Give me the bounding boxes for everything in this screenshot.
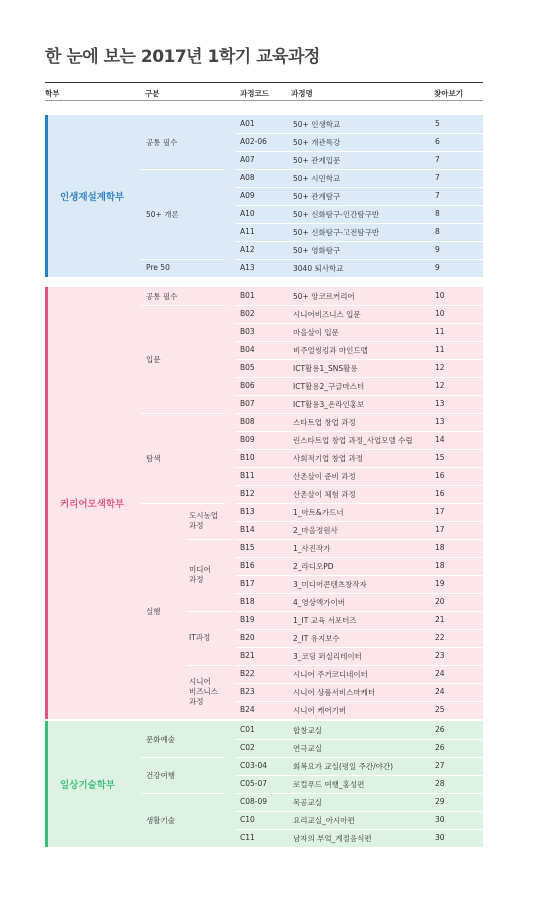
course-row: [136, 503, 483, 521]
course-code: B11: [240, 471, 255, 480]
course-row: [136, 701, 483, 719]
course-name: 50+ 관계탐구: [293, 192, 341, 201]
course-name: 시니어 주거코디네이터: [293, 670, 368, 679]
course-name: 50+ 관계입문: [293, 156, 341, 165]
course-name: ICT활용2_구글마스터: [293, 382, 365, 391]
course-page: 16: [435, 489, 445, 498]
row-divider: [236, 629, 483, 630]
subgroup-label: IT과정: [189, 633, 211, 642]
course-name: 3040 퇴사학교: [293, 264, 344, 273]
course-name: 사회적기업 창업 과정: [293, 454, 363, 463]
row-divider: [236, 539, 483, 540]
course-code: A10: [240, 209, 255, 218]
row-divider: [236, 557, 483, 558]
course-page: 30: [435, 833, 445, 842]
course-name: 50+ 시민학교: [293, 174, 341, 183]
course-code: A09: [240, 191, 255, 200]
course-name: 50+ 개관특강: [293, 138, 341, 147]
course-code: A01: [240, 119, 255, 128]
course-page: 20: [435, 597, 445, 606]
header-page: 찾아보기: [434, 89, 463, 98]
course-row: [136, 323, 483, 341]
course-page: 10: [435, 309, 445, 318]
course-name: 시니어 케어기버: [293, 706, 347, 715]
course-name: 목공교실: [293, 798, 322, 807]
course-row: [136, 811, 483, 829]
course-page: 8: [435, 227, 440, 236]
course-name: 1_사진작가: [293, 544, 331, 553]
course-page: 25: [435, 705, 445, 714]
row-divider: [236, 683, 483, 684]
course-row: [136, 575, 483, 593]
header-name: 과정명: [291, 89, 313, 98]
course-page: 14: [435, 435, 445, 444]
course-row: [136, 593, 483, 611]
dept-label: 일상기술학부: [60, 780, 116, 791]
row-divider: [236, 305, 483, 306]
course-name: 로컬푸드 여행_홍성편: [293, 780, 365, 789]
course-row: [136, 223, 483, 241]
course-page: 18: [435, 561, 445, 570]
course-row: [136, 521, 483, 539]
row-divider: [236, 413, 483, 414]
course-page: 6: [435, 137, 440, 146]
course-code: C08-09: [240, 797, 268, 806]
course-row: [136, 449, 483, 467]
course-page: 9: [435, 245, 440, 254]
course-list: [136, 115, 483, 277]
course-page: 7: [435, 155, 440, 164]
course-code: B15: [240, 543, 255, 552]
course-name: 50+ 신화탐구-고전탐구반: [293, 228, 380, 237]
course-row: [136, 305, 483, 323]
course-page: 7: [435, 191, 440, 200]
category-label: 50+ 개론: [146, 210, 179, 219]
course-page: 24: [435, 669, 445, 678]
course-page: 17: [435, 525, 445, 534]
course-page: 11: [435, 345, 445, 354]
row-divider: [236, 611, 483, 612]
course-code: A07: [240, 155, 255, 164]
section-1: [45, 115, 483, 277]
row-divider: [236, 485, 483, 486]
category-label: 생활기술: [146, 816, 175, 825]
course-row: [136, 115, 483, 133]
course-name: 2_라디오PD: [293, 562, 334, 571]
course-name: 1_IT 교육 서포터즈: [293, 616, 357, 625]
dept-label: 커리어모색학부: [60, 499, 125, 510]
course-code: A12: [240, 245, 255, 254]
row-divider: [236, 793, 483, 794]
course-row: [136, 485, 483, 503]
course-row: [136, 467, 483, 485]
course-page: 7: [435, 173, 440, 182]
dept-label: 인생재설계학부: [60, 192, 125, 203]
course-row: [136, 133, 483, 151]
course-row: [136, 721, 483, 739]
course-row: [136, 829, 483, 847]
course-name: ICT활용3_온라인홍보: [293, 400, 365, 409]
dept-column: [48, 115, 136, 277]
course-name: 4_영상액가이버: [293, 598, 345, 607]
row-divider: [236, 241, 483, 242]
row-divider: [236, 647, 483, 648]
course-name: 마을살이 입문: [293, 328, 339, 337]
category-label: Pre 50: [146, 263, 170, 272]
course-row: [136, 377, 483, 395]
header-category: 구분: [145, 89, 160, 98]
course-code: B12: [240, 489, 255, 498]
course-row: [136, 395, 483, 413]
course-code: A02-06: [240, 137, 267, 146]
course-row: [136, 629, 483, 647]
course-row: [136, 683, 483, 701]
course-code: A13: [240, 263, 255, 272]
course-page: 18: [435, 543, 445, 552]
course-name: ICT활용1_SNS활용: [293, 364, 358, 373]
course-code: B10: [240, 453, 255, 462]
course-code: B18: [240, 597, 255, 606]
course-code: B24: [240, 705, 255, 714]
header-divider: [45, 100, 483, 101]
dept-column: [48, 287, 136, 719]
row-divider: [236, 739, 483, 740]
course-row: [136, 151, 483, 169]
course-page: 17: [435, 507, 445, 516]
section-2: [45, 287, 483, 719]
subgroup-label: 시니어 비즈니스 과정: [189, 677, 218, 706]
course-code: B08: [240, 417, 255, 426]
course-row: [136, 413, 483, 431]
category-label: 탐색: [146, 454, 161, 463]
course-name: 시니어비즈니스 입문: [293, 310, 361, 319]
course-page: 29: [435, 797, 445, 806]
row-divider: [236, 467, 483, 468]
row-divider: [236, 133, 483, 134]
course-name: 산촌살이 체험 과정: [293, 490, 356, 499]
course-code: B13: [240, 507, 255, 516]
course-row: [136, 775, 483, 793]
course-code: B02: [240, 309, 255, 318]
course-row: [136, 205, 483, 223]
course-page: 30: [435, 815, 445, 824]
page-title: 한 눈에 보는 2017년 1학기 교육과정: [45, 47, 320, 67]
course-code: C03-04: [240, 761, 268, 770]
course-page: 10: [435, 291, 445, 300]
row-divider: [236, 151, 483, 152]
row-divider: [236, 701, 483, 702]
course-row: [136, 431, 483, 449]
course-row: [136, 557, 483, 575]
course-code: B17: [240, 579, 255, 588]
row-divider: [236, 395, 483, 396]
course-code: B07: [240, 399, 255, 408]
course-name: 비주얼씽킹과 마인드맵: [293, 346, 368, 355]
course-name: 연극교실: [293, 744, 322, 753]
course-page: 8: [435, 209, 440, 218]
course-name: 남자의 부엌_계절음식편: [293, 834, 372, 843]
course-code: C05-07: [240, 779, 268, 788]
row-divider: [236, 829, 483, 830]
course-row: [136, 359, 483, 377]
course-code: A08: [240, 173, 255, 182]
course-name: 50+ 앙코르커리어: [293, 292, 355, 301]
course-code: B03: [240, 327, 255, 336]
course-row: [136, 665, 483, 683]
course-code: B21: [240, 651, 255, 660]
course-code: B04: [240, 345, 255, 354]
course-page: 24: [435, 687, 445, 696]
course-page: 5: [435, 119, 440, 128]
course-row: [136, 611, 483, 629]
row-divider: [236, 449, 483, 450]
course-name: 산촌살이 준비 과정: [293, 472, 356, 481]
course-code: B23: [240, 687, 255, 696]
course-name: 합창교실: [293, 726, 322, 735]
course-code: B14: [240, 525, 255, 534]
row-divider: [236, 341, 483, 342]
course-page: 19: [435, 579, 445, 588]
course-page: 13: [435, 399, 445, 408]
course-page: 26: [435, 725, 445, 734]
row-divider: [236, 757, 483, 758]
section-3: [45, 721, 483, 847]
course-name: 50+ 신화탐구-인간탐구반: [293, 210, 380, 219]
row-divider: [236, 323, 483, 324]
course-code: B19: [240, 615, 255, 624]
course-page: 9: [435, 263, 440, 272]
course-code: C10: [240, 815, 255, 824]
row-divider: [236, 775, 483, 776]
header-dept: 학부: [45, 89, 60, 98]
course-list: [136, 287, 483, 719]
course-row: [136, 169, 483, 187]
course-name: 2_마을정원사: [293, 526, 338, 535]
course-page: 27: [435, 761, 445, 770]
course-row: [136, 259, 483, 277]
category-label: 실행: [146, 607, 161, 616]
course-page: 16: [435, 471, 445, 480]
row-divider: [236, 359, 483, 360]
row-divider: [236, 169, 483, 170]
course-page: 15: [435, 453, 445, 462]
course-page: 28: [435, 779, 445, 788]
course-name: 3_코딩 퍼실리테이터: [293, 652, 362, 661]
course-code: B05: [240, 363, 255, 372]
course-page: 26: [435, 743, 445, 752]
course-code: B16: [240, 561, 255, 570]
course-code: B06: [240, 381, 255, 390]
course-page: 23: [435, 651, 445, 660]
course-row: [136, 187, 483, 205]
subgroup-label: 도시농업 과정: [189, 511, 218, 530]
course-name: 50+ 인생학교: [293, 120, 341, 129]
course-code: A11: [240, 227, 255, 236]
course-name: 1_아트&가드너: [293, 508, 344, 517]
row-divider: [236, 431, 483, 432]
course-name: 스타트업 창업 과정: [293, 418, 356, 427]
header-code: 과정코드: [240, 89, 269, 98]
course-row: [136, 341, 483, 359]
course-name: 린스타트업 창업 과정_사업모델 수립: [293, 436, 413, 445]
course-row: [136, 287, 483, 305]
course-name: 2_IT 유지보수: [293, 634, 340, 643]
category-label: 건강여행: [146, 771, 175, 780]
course-row: [136, 241, 483, 259]
row-divider: [236, 187, 483, 188]
course-name: 회복요가 교실(평일 주간/야간): [293, 762, 394, 771]
course-row: [136, 647, 483, 665]
row-divider: [236, 665, 483, 666]
row-divider: [236, 223, 483, 224]
category-label: 입문: [146, 355, 161, 364]
row-divider: [236, 811, 483, 812]
row-divider: [236, 377, 483, 378]
course-code: B09: [240, 435, 255, 444]
category-label: 문화예술: [146, 735, 175, 744]
course-page: 12: [435, 363, 445, 372]
course-name: 요리교실_아시아편: [293, 816, 355, 825]
course-row: [136, 539, 483, 557]
category-label: 공통 필수: [146, 138, 178, 147]
course-page: 12: [435, 381, 445, 390]
row-divider: [236, 593, 483, 594]
row-divider: [236, 575, 483, 576]
course-page: 11: [435, 327, 445, 336]
course-page: 22: [435, 633, 445, 642]
course-list: [136, 721, 483, 847]
title-divider: [45, 82, 483, 83]
row-divider: [236, 503, 483, 504]
course-code: C01: [240, 725, 255, 734]
dept-column: [48, 721, 136, 847]
category-label: 공통 필수: [146, 292, 178, 301]
course-row: [136, 739, 483, 757]
course-page: 13: [435, 417, 445, 426]
course-code: C02: [240, 743, 255, 752]
course-row: [136, 757, 483, 775]
course-page: 21: [435, 615, 445, 624]
course-code: B20: [240, 633, 255, 642]
subgroup-label: 미디어 과정: [189, 565, 211, 584]
row-divider: [236, 205, 483, 206]
course-name: 50+ 영화탐구: [293, 246, 341, 255]
row-divider: [236, 259, 483, 260]
row-divider: [236, 521, 483, 522]
course-name: 시니어 상품서비스마케터: [293, 688, 376, 697]
course-code: B01: [240, 291, 255, 300]
course-code: B22: [240, 669, 255, 678]
course-code: C11: [240, 833, 255, 842]
course-name: 3_미디어콘텐츠창작자: [293, 580, 367, 589]
course-row: [136, 793, 483, 811]
